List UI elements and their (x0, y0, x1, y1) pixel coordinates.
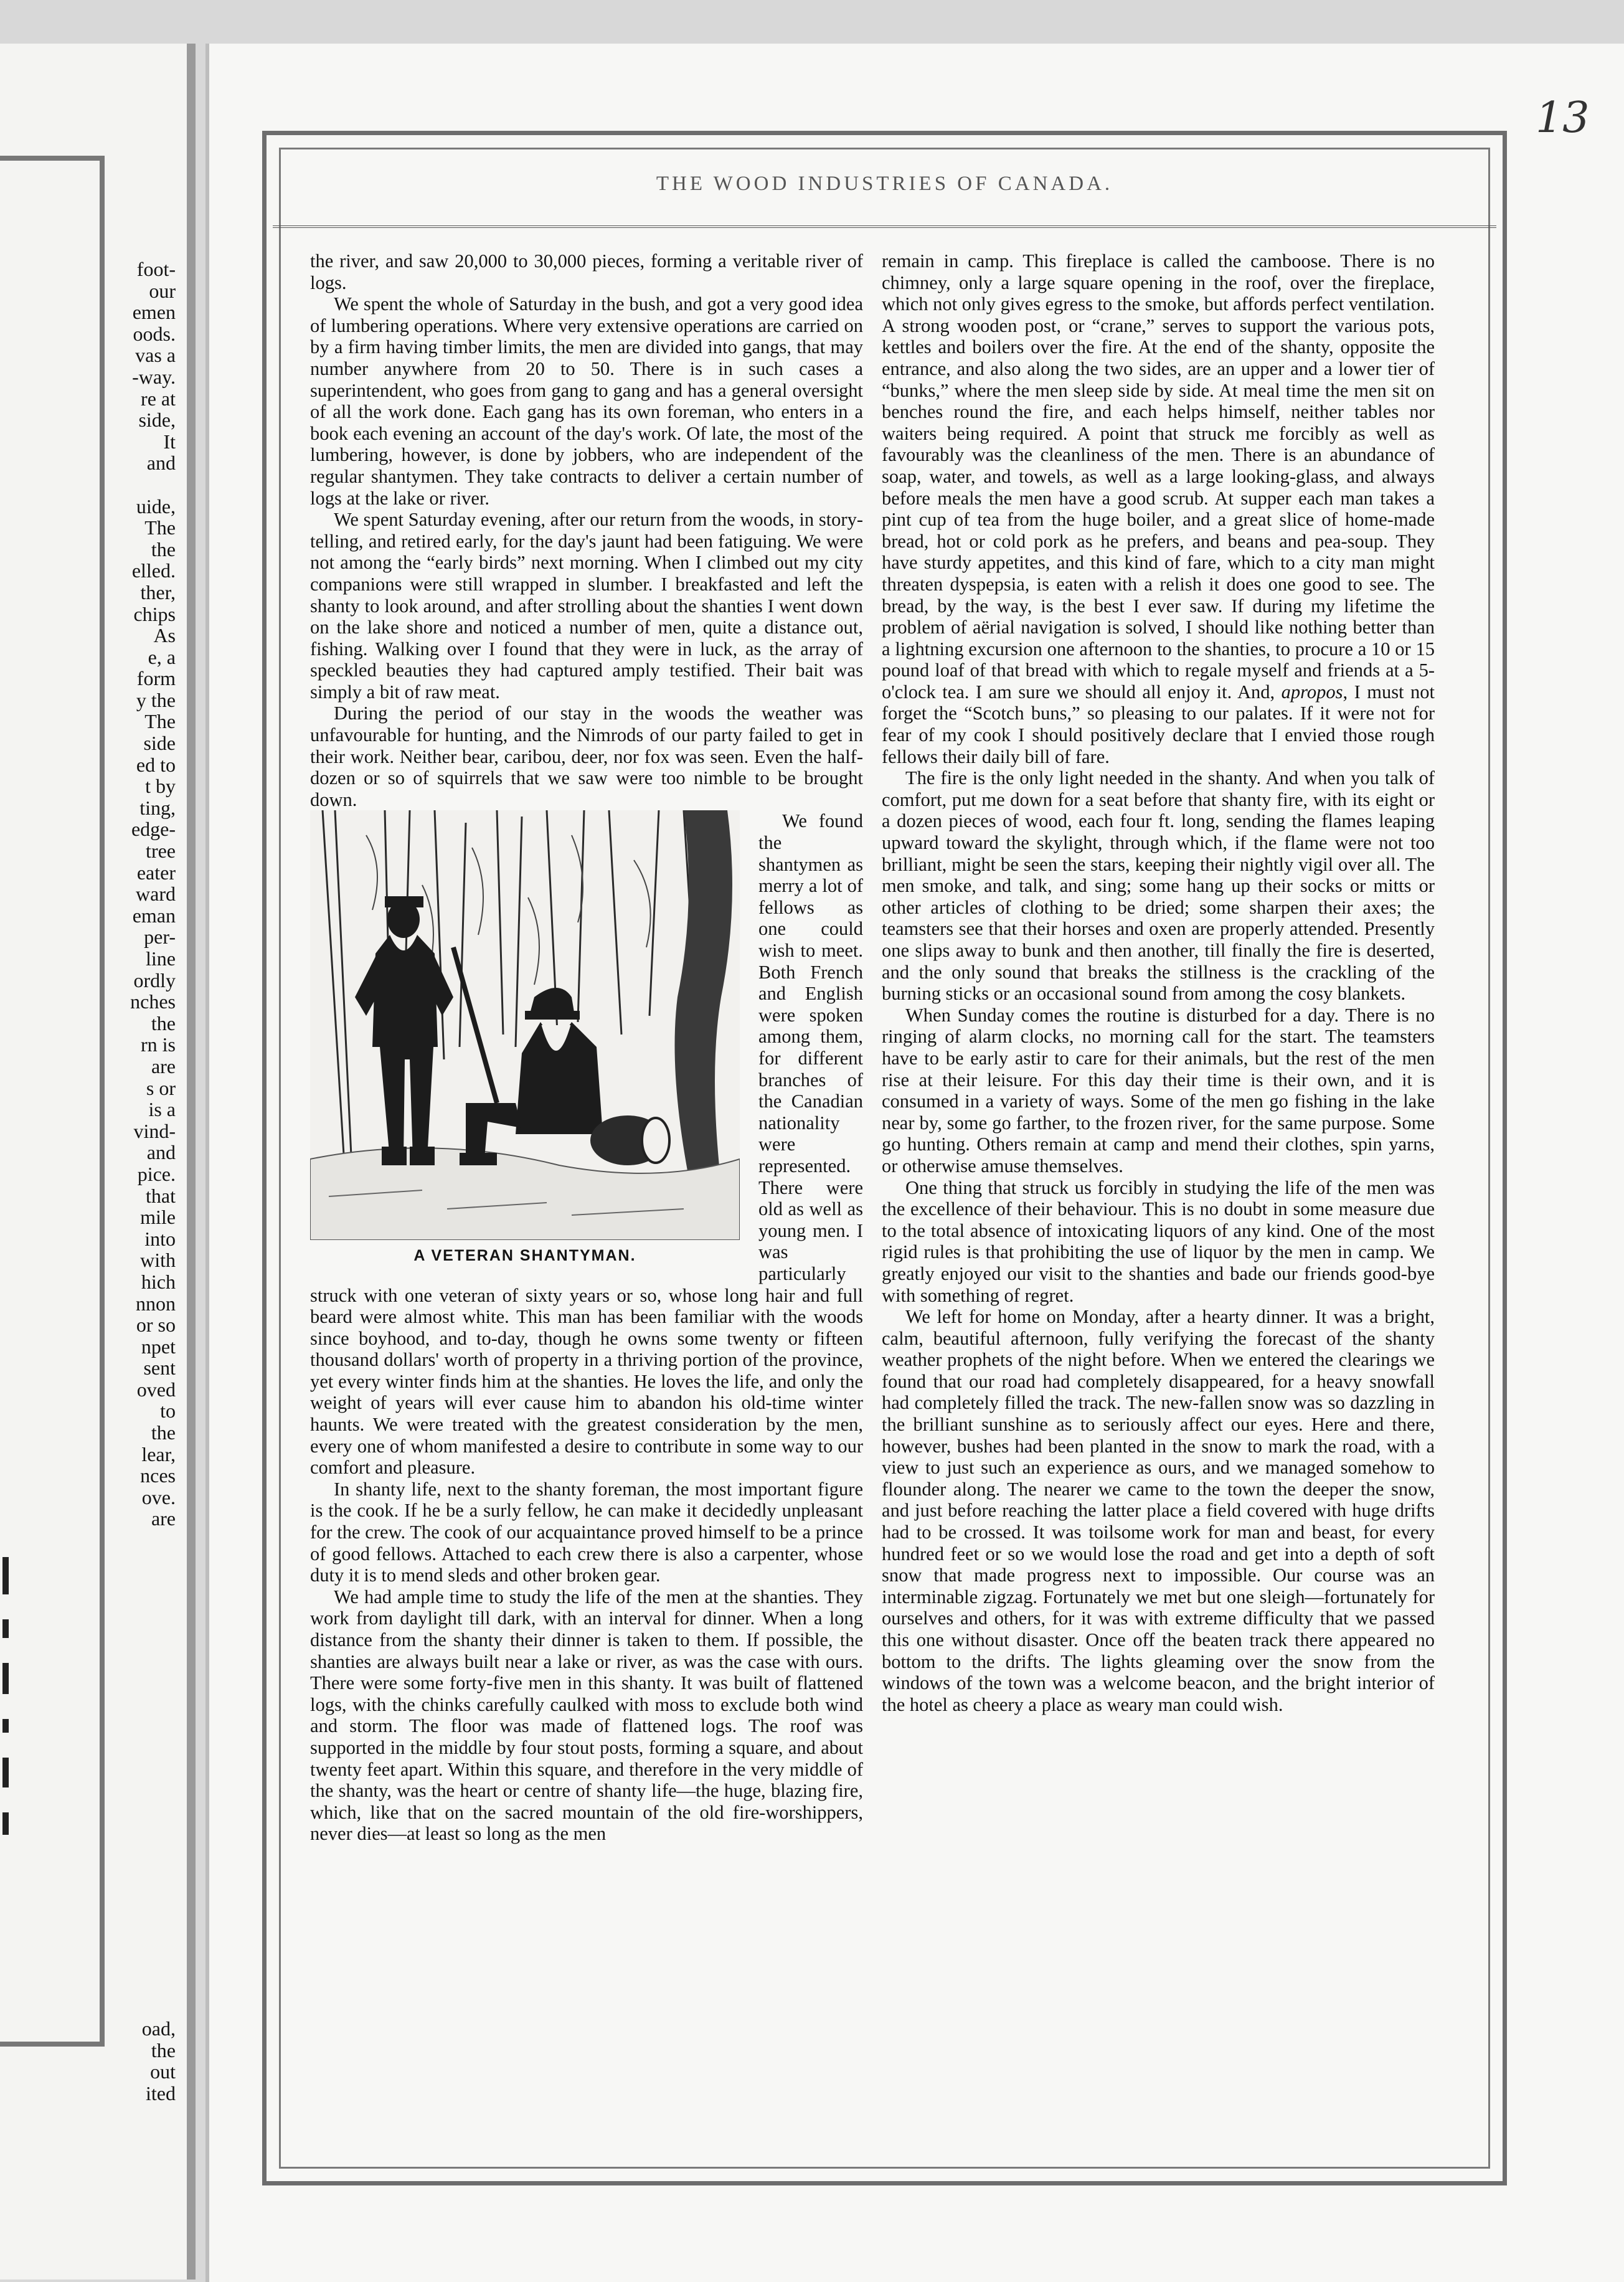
previous-page-line: s or (146, 1076, 176, 1099)
previous-page-line: to (160, 1399, 176, 1423)
previous-page-line: eater (136, 861, 176, 884)
previous-page-line: ove. (141, 1485, 176, 1508)
paragraph: During the period of our stay in the woods the weather was unfavourable for hunting, and the Nimrods of our party failed to get in their work. Neither bear, caribou, deer, nor fox was seen. Even the half-dozen or so of squirrels that we saw were too nimble to be brought down. (310, 703, 863, 810)
previous-page-text (82, 258, 176, 1530)
previous-page-line: is a (148, 1098, 176, 1121)
previous-page-line (82, 474, 176, 496)
previous-page-line: npet (141, 1335, 176, 1358)
paragraph: We found the shantymen as merry a lot of fellows as one could wish to meet. Both French and English were spoken among them, for different branches of the Canadian nationality were represented. There were old as well as young men. I was particularly struck with one veteran of sixty years or so, whose long hair and full beard were almost white. This man has been familiar with the woods since boyhood, and to-day, though he owns some twenty or fifteen thousand dollars' worth of property in a thriving portion of the province, yet every winter finds him at the shanties. He loves the life, and only the weight of years will ever cause him to abandon his old-time winter haunts. We were treated with the greatest consideration by the men, every one of whom manifested a desire to contribute in some way to our comfort and pleasure. (310, 810, 863, 1479)
column-left (310, 250, 863, 1845)
previous-page-line: lear, (141, 1442, 176, 1465)
previous-page-line: the (151, 1421, 176, 1444)
previous-page-line: y the (136, 688, 176, 711)
previous-page-line: pice. (137, 1162, 176, 1185)
previous-page-line: emen (132, 301, 176, 324)
previous-page-line: oods. (133, 322, 176, 345)
paragraph: When Sunday comes the routine is disturbed for a day. There is no ringing of alarm clocks, no morning call for the start. The teamsters have to be early astir to care for their animals, but the rest of the men rise at their leisure. For this day their time is their own, and it is consumed in a variety of ways. Some of the men go fishing in the lake near by, some go farther, to the frozen river, for the same purpose. Some go hunting. Others remain at camp and mend their clothes, spin yarns, or otherwise amuse themselves. (882, 1004, 1435, 1177)
previous-page-line: into (144, 1227, 176, 1250)
illustration-figure (310, 810, 740, 1267)
previous-page-line: ited (146, 2081, 176, 2104)
previous-page-line: The (144, 710, 176, 733)
previous-page-line: nces (140, 1464, 176, 1487)
page (205, 44, 1624, 2282)
page-number: 13 (1536, 93, 1590, 143)
previous-page-line: ed to (136, 753, 176, 776)
previous-page-line: vas a (135, 344, 176, 367)
figure-caption: A VETERAN SHANTYMAN. (413, 1247, 636, 1265)
previous-page-line: with (140, 1249, 176, 1272)
paragraph: We had ample time to study the life of the men at the shanties. They work from daylight till dark, with an interval for dinner. When a long distance from the shanty their dinner is taken to them. If possible, the shanties are always built near a lake or river, as was the case with ours. There were some forty-five men in this shanty. It was built of flattened logs, with the chinks carefully caulked with moss to exclude both wind and storm. The floor was made of flattened logs. The roof was supported in the middle by four stout posts, forming a square, and about twenty feet apart. Within this square, and therefore in the very middle of the shanty, was the heart or centre of shanty life—the huge, blazing fire, which, like that on the sacred mountain of the old fire-worshippers, never dies—at least so long as the men (310, 1586, 863, 1845)
previous-page-line: re at (141, 387, 176, 410)
previous-page-line: The (144, 516, 176, 539)
previous-page-line: It (163, 430, 176, 453)
previous-page-line: and (146, 1141, 176, 1164)
paragraph-text: remain in camp. This fireplace is called the camboose. There is no chimney, only a large square opening in the roof, over the fireplace, which not only gives egress to the smoke, but affords perfect ventilation. A strong wooden post, or “crane,” serves to support the various pots, kettles and boilers over the fire. At the end of the shanty, opposite the entrance, and also along the two sides, are an upper and a lower tier of “bunks,” where the men sleep side by side. At meal time the men sit on benches round the fire, and each helps himself, neither tables nor waiters being required. A point that struck me forcibly as well as favourably was the cleanliness of the men. There is an abundance of soap, water, and towels, as well as a large looking-glass, and always before meals the men have a good scrub. At supper each man takes a pint cup of tea from the huge boiler, and a great slice of home-made bread, hot or cold pork as he prefers, and beans and pea-soup. They have sturdy appetites, and this kind of fare, which to a city man might threaten dyspepsia, is eaten with a relish it does one good to see. The bread, by the way, is the best I ever saw. If during my lifetime the problem of aërial navigation is solved, I should like nothing better than a lightning excursion one afternoon to the shanties, to procure a 10 or 15 pound loaf of that bread with which to regale myself and friends at a 5-o'clock tea. I am sure we should all enjoy it. And, (882, 250, 1435, 703)
paragraph-text: , I must not forget the “Scotch buns,” so pleasing to our palates. If it were not for fear of my cook I should positively declare that I envied those rough fellows their daily bill of fare. (882, 681, 1435, 767)
previous-page-line: oad, (141, 2018, 176, 2040)
previous-page-strip (0, 44, 196, 2280)
paragraph (882, 250, 1435, 767)
previous-page-line: ordly (133, 968, 176, 992)
paragraph: In shanty life, next to the shanty foreman, the most important figure is the cook. If he be a surly fellow, he can make it decidedly unpleasant for the crew. The cook of our acquaintance proved himself to be a prince of good fellows. Attached to each crew there is also a carpenter, whose duty it is to mend sleds and other broken gear. (310, 1478, 863, 1586)
italic-word: apropos (1281, 681, 1343, 703)
previous-page-line: vind- (133, 1119, 176, 1142)
previous-page-line: form (136, 667, 176, 690)
column-right (882, 250, 1435, 1715)
previous-page-line: uide, (136, 495, 176, 518)
previous-page-line: As (153, 624, 176, 647)
previous-page-line: side, (138, 409, 176, 432)
previous-page-marks (2, 1557, 15, 1860)
previous-page-line: mile (140, 1206, 176, 1229)
previous-page-bottom-text (82, 2018, 176, 2104)
previous-page-line: line (146, 947, 176, 970)
previous-page-line: e, a (148, 645, 176, 668)
paragraph: We spent the whole of Saturday in the bush, and got a very good idea of lumbering operations. Where very extensive operations are carried on by a firm having timber limits, the men are divided into gangs, that may number anywhere from 20 to 50. There is in such cases a superintendent, who goes from gang to gang and has a general oversight of all the work done. Each gang has its own foreman, who enters in a book each evening an account of the day's work. Of late, the most of the lumbering, however, is done by jobbers, who are independent of the regular shantymen. They take contracts to deliver a certain number of logs at the lake or river. (310, 293, 863, 509)
previous-page-line: edge- (131, 818, 176, 841)
previous-page-line: or so (136, 1314, 176, 1337)
previous-page-line: foot- (136, 258, 176, 280)
previous-page-line: are (151, 1507, 176, 1530)
previous-page-line: hich (141, 1270, 176, 1293)
veteran-shantyman-illustration (310, 810, 740, 1240)
previous-page-line: ting, (139, 796, 176, 819)
paragraph: The fire is the only light needed in the shanty. And when you talk of comfort, put me down for a seat before that shanty fire, with its eight or a dozen pieces of wood, each four ft. long, sending the flames leaping upward toward the skylight, through which, if the flame were not too brilliant, might be seen the stars, keeping their nightly vigil over all. The men smoke, and talk, and sing; some hang up their socks or mitts or other articles of clothing to be dried; some sharpen their axes; the teamsters see that their horses and oxen are properly attended. Presently one slips away to bunk and then another, till finally the fire is deserted, and the only sound that breaks the stillness is the crackling of the burning sticks or an occasional sound from among the cosy blankets. (882, 767, 1435, 1005)
previous-page-line: sent (143, 1356, 176, 1380)
previous-page-line: t by (145, 775, 176, 798)
previous-page-line: per- (144, 926, 176, 949)
paragraph: the river, and saw 20,000 to 30,000 pieces, forming a veritable river of logs. (310, 250, 863, 293)
previous-page-line: ther, (140, 580, 176, 604)
running-header: THE WOOD INDUSTRIES OF CANADA. (656, 173, 1113, 195)
paragraph: We left for home on Monday, after a hearty dinner. It was a bright, calm, beautiful afternoon, fully verifying the forecast of the shanty weather prophets of the night before. When we entered the clearings we found that our road had completely disappeared, for a heavy snowfall had completely filled the track. The new-fallen snow was so dazzling in the brilliant sunshine as to seriously affect our eyes. Here and there, however, bushes had been planted in the snow to mark the road, with a view to just such an experience as ours, and we managed somehow to flounder along. The nearer we came to the town the deeper the snow, and just before reaching the latter place a field covered with huge drifts had to be crossed. It was toilsome work for man and beast, for every hundred feet or so we would lose the road and get into a depth of soft snow that made progress next to impossible. Our course was an interminable zigzag. Fortunately we met but one sleigh—fortunately for ourselves and others, for it was with extreme difficulty that we passed this one without disaster. Once off the beaten track there appeared no bottom to the drifts. The lights gleaming over the snow from the windows of the town was a welcome beacon, and the bright interior of the hotel as cheery a place as weary man could wish. (882, 1306, 1435, 1715)
previous-page-line: -way. (132, 365, 176, 388)
previous-page-line: out (150, 2060, 176, 2083)
paragraph: One thing that struck us forcibly in studying the life of the men was the excellence of their behaviour. This is no doubt in some measure due to the total absence of intoxicating liquors of any kind. One of the most rigid rules is that prohibiting the use of liquor by the men in camp. We greatly enjoyed our visit to the shanties and bade our friends good-bye with something of regret. (882, 1177, 1435, 1306)
previous-page-line: nnon (136, 1292, 176, 1315)
previous-page-line: and (146, 452, 176, 475)
paragraph: We spent Saturday evening, after our return from the woods, in story-telling, and retired early, for the day's jaunt had been fatiguing. We were not among the “early birds” next morning. When I climbed out my city companions were still wrapped in slumber. I breakfasted and left the shanty to look around, and after strolling about the shanties I went down on the lake shore and noticed a number of men, quite a distance out, fishing. Walking over I found that they were in luck, as the array of speckled beauties they had captured amply testified. Their bait was simply a bit of raw meat. (310, 509, 863, 703)
previous-page-line: elled. (131, 559, 176, 582)
previous-page-line: rn is (141, 1033, 176, 1056)
previous-page-line: chips (133, 602, 176, 625)
previous-page-line: nches (130, 990, 176, 1013)
previous-page-line: ward (136, 883, 176, 906)
previous-page-line: the (151, 1011, 176, 1034)
previous-page-line: oved (136, 1378, 176, 1401)
previous-page-line: side (143, 732, 176, 755)
previous-page-line: are (151, 1054, 176, 1077)
previous-page-line: eman (132, 904, 176, 927)
header-rule (273, 225, 1496, 228)
previous-page-line: the (151, 537, 176, 561)
previous-page-line: our (149, 279, 176, 302)
previous-page-line: that (146, 1184, 176, 1207)
previous-page-line: the (151, 2038, 176, 2062)
previous-page-line: tree (146, 840, 176, 863)
